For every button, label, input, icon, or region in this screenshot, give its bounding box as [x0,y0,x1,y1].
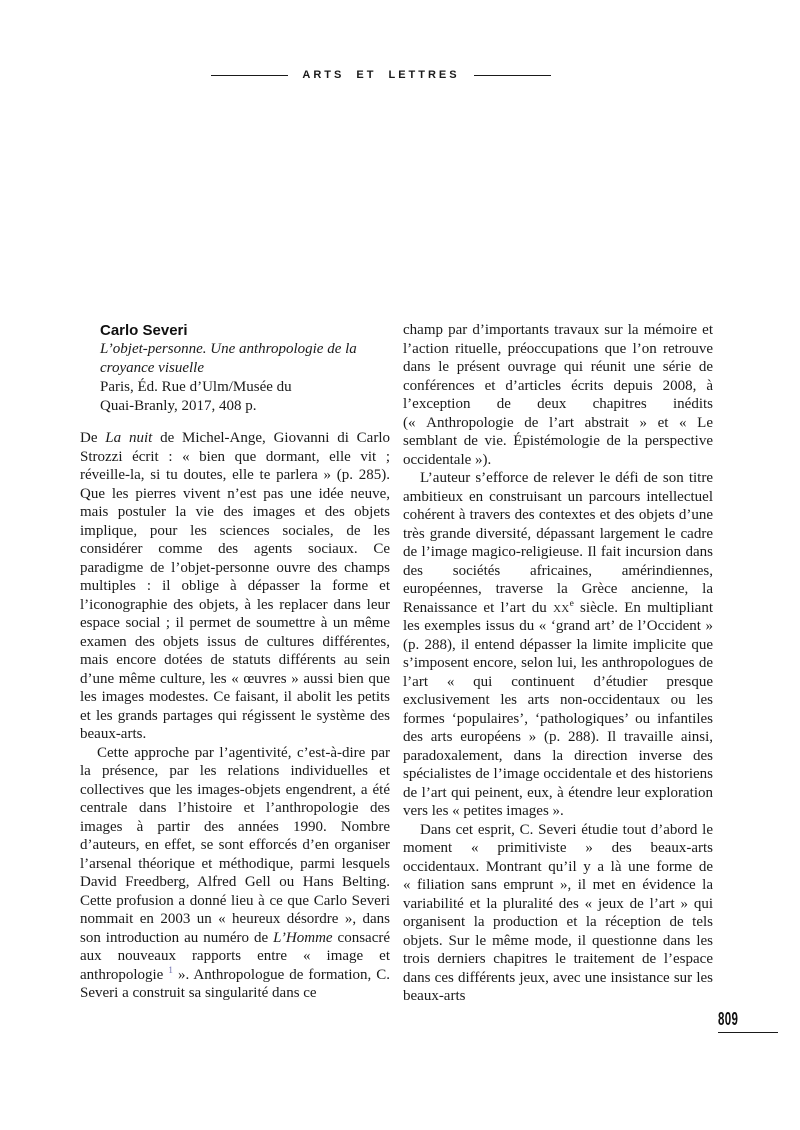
review-body [80,321,713,1006]
book-title-line-1: L’objet-personne. Une anthropologie de la [100,341,357,357]
paragraph: L’auteur s’efforce de relever le défi de son titre ambitieux en construisant un parcours intellectuel cohérent à travers des contextes et des objets d’une très grande diversité, dépassant largement le cadre de l’image magico-religieuse. Il fait incursion dans des sociétés africaines, amérindiennes, européennes, traverse la Grèce ancienne, la Renaissance et l’art du $xx^e$ siècle. En multipliant les exemples issus du « ‘grand art’ de l’Occident » (p. 288), il entend dépasser la limite implicite que s’imposent encore, selon lui, les anthropologues de l’art « qui continuent d’étudier presque exclusivement les arts non-occidentaux ou les formes ‘populaires’, ‘pathologiques’ ou infantiles des arts européens » (p. 288). Il travaille ainsi, paradoxalement, dans la direction inverse des spécialistes de l’image occidentale et des historiens de l’art qui peinent, eux, à étendre leur exploration vers les « petites images ». [403,470,713,819]
book-publisher-line-2: Quai-Branly, 2017, 408 p. [100,398,257,414]
book-title-line-2: croyance visuelle [100,360,204,376]
header-rule-left [211,75,288,76]
left-column [80,321,390,1006]
page-number-block [718,1009,778,1033]
running-head [211,67,551,83]
paragraph: De La nuit de Michel-Ange, Giovanni di Carlo Strozzi écrit : « bien que dormant, elle vit ; réveille-la, si tu doutes, elle te parlera » (p. 285). Que les pierres vivent n’est pas une idée neuve, mais postuler la vie des images et des objets implique, pour les sciences sociales, de les considérer comme des agents sociaux. Ce paradigme de l’objet-personne ouvre des champs multiples : il oblige à dépasser la forme et l’iconographie des objets, à les replacer dans leur espace social ; il permet de soumettre à un même examen des objets issus de cultures différentes, mais encore dotées de statuts différents au sein d’une même culture, les « œuvres » aussi bien que les images modestes. Ce faisant, il abolit les petits et les grands partages qui régissent le système des beaux-arts. [80,430,390,742]
page-number-rule [718,1032,778,1033]
section-title: ARTS ET LETTRES [302,69,460,81]
paragraph: Cette approche par l’agentivité, c’est-à-dire par la présence, par les relations individuelles et collectives que les images-objets engendrent, a été centrale dans l’histoire et l’anthropologie des images à partir des années 1990. Nombre d’auteurs, en effet, se sont efforcés d’en organiser l’arsenal théorique et méthodique, parmi lesquels David Freedberg, Alfred Gell ou Hans Belting. Cette profusion a donné lieu à ce que Carlo Severi nommait en 2003 un « heureux désordre », dans son introduction au numéro de L’Homme consacré aux nouveaux rapports entre « image et anthropologie $^1$ ». Anthropologue de formation, C. Severi a construit sa singularité dans ce [80,744,391,1001]
book-publisher-line-1: Paris, Éd. Rue d’Ulm/Musée du [100,379,292,395]
header-rule-right [474,75,551,76]
book-heading [80,321,390,416]
book-author: Carlo Severi [100,322,188,339]
right-column [403,321,713,1006]
page-number: 809 [718,1009,739,1029]
paragraph: Dans cet esprit, C. Severi étudie tout d’abord le moment « primitiviste » des beaux-arts occidentaux. Montrant qu’il y a là une forme de « filiation sans emprunt », il met en évidence la variabilité et la pluralité des « jeux de l’art » qui organisent la production et la réception de tels objets. Sur le même mode, il questionne dans les trois derniers chapitres le traitement de l’espace dans ces différents jeux, avec une insistance sur les beaux-arts [403,821,713,1004]
paragraph: champ par d’importants travaux sur la mémoire et l’action rituelle, préoccupations que l’on retrouve dans le présent ouvrage qui réunit une série de conférences et d’articles écrits depuis 2008, à l’exception de deux chapitres inédits (« Anthropologie de l’art abstrait » et « Le semblant de vie. Épistémologie de la perspective occidentale »). [403,322,713,468]
